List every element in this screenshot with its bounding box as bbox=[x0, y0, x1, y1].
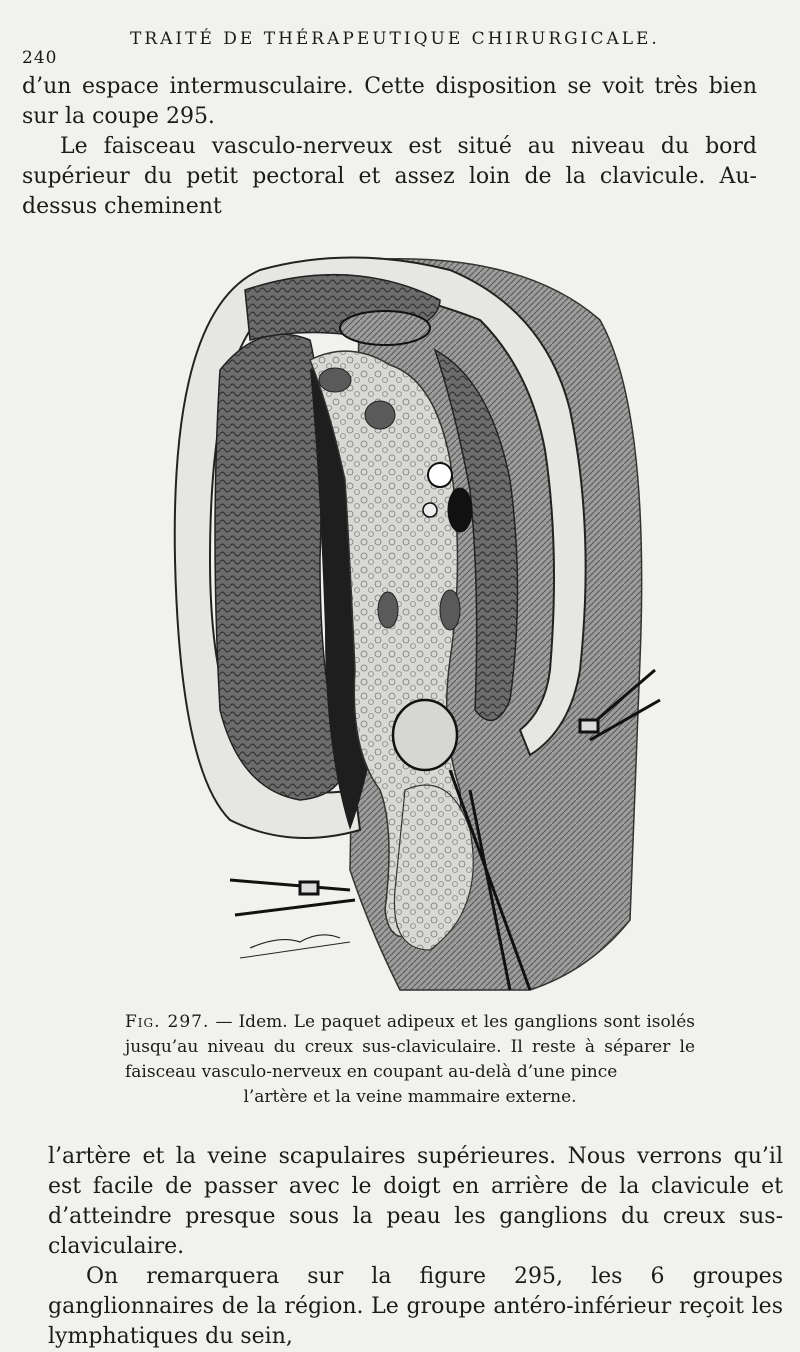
page-number: 240 bbox=[22, 48, 58, 68]
caption-text: — Idem. Le paquet adipeux et les ganglions sont isolés jusqu’au niveau du creux sus-claviculaire. Il reste à séparer le faisceau vasculo-nerveux en coupant au-delà d’une pince bbox=[125, 1012, 695, 1082]
vein-section bbox=[448, 488, 472, 532]
nerve-section bbox=[423, 503, 437, 517]
paragraph-scapulaires: l’artère et la veine scapulaires supérieures. Nous verrons qu’il est facile de passer avec le doigt en arrière de la clavicule et d’atteindre presque sous la peau les ganglions du creux sus-claviculaire. bbox=[48, 1144, 783, 1259]
ganglion bbox=[440, 590, 460, 630]
top-body-text bbox=[22, 72, 757, 222]
ganglion bbox=[378, 592, 398, 628]
ganglion bbox=[365, 401, 395, 429]
artery-section bbox=[428, 463, 452, 487]
artist-signature bbox=[250, 935, 340, 948]
running-head bbox=[0, 26, 800, 66]
forceps-left bbox=[230, 880, 355, 915]
ganglion bbox=[319, 368, 351, 392]
clavicle-section bbox=[340, 311, 430, 345]
lymph-node-lower bbox=[393, 700, 457, 770]
figure-label: Fig. 297. bbox=[125, 1012, 210, 1032]
paragraph-continuation: d’un espace intermusculaire. Cette disposition se voit très bien sur la coupe 295. bbox=[22, 74, 757, 129]
anatomical-illustration bbox=[150, 230, 670, 1000]
paragraph-vasculo-nerveux: Le faisceau vasculo-nerveux est situé au niveau du bord supérieur du petit pectoral et assez loin de la clavicule. Au-dessus cheminent bbox=[22, 134, 757, 219]
caption-last-line: l’artère et la veine mammaire externe. bbox=[243, 1087, 577, 1107]
running-title: TRAITÉ DE THÉRAPEUTIQUE CHIRURGICALE. bbox=[130, 29, 660, 49]
bottom-body-text bbox=[48, 1142, 783, 1352]
figure-caption bbox=[125, 1010, 695, 1110]
paragraph-groupes-ganglionnaires: On remarquera sur la figure 295, les 6 groupes ganglionnaires de la région. Le groupe antéro-inférieur reçoit les lymphatiques du sein, bbox=[48, 1264, 783, 1349]
